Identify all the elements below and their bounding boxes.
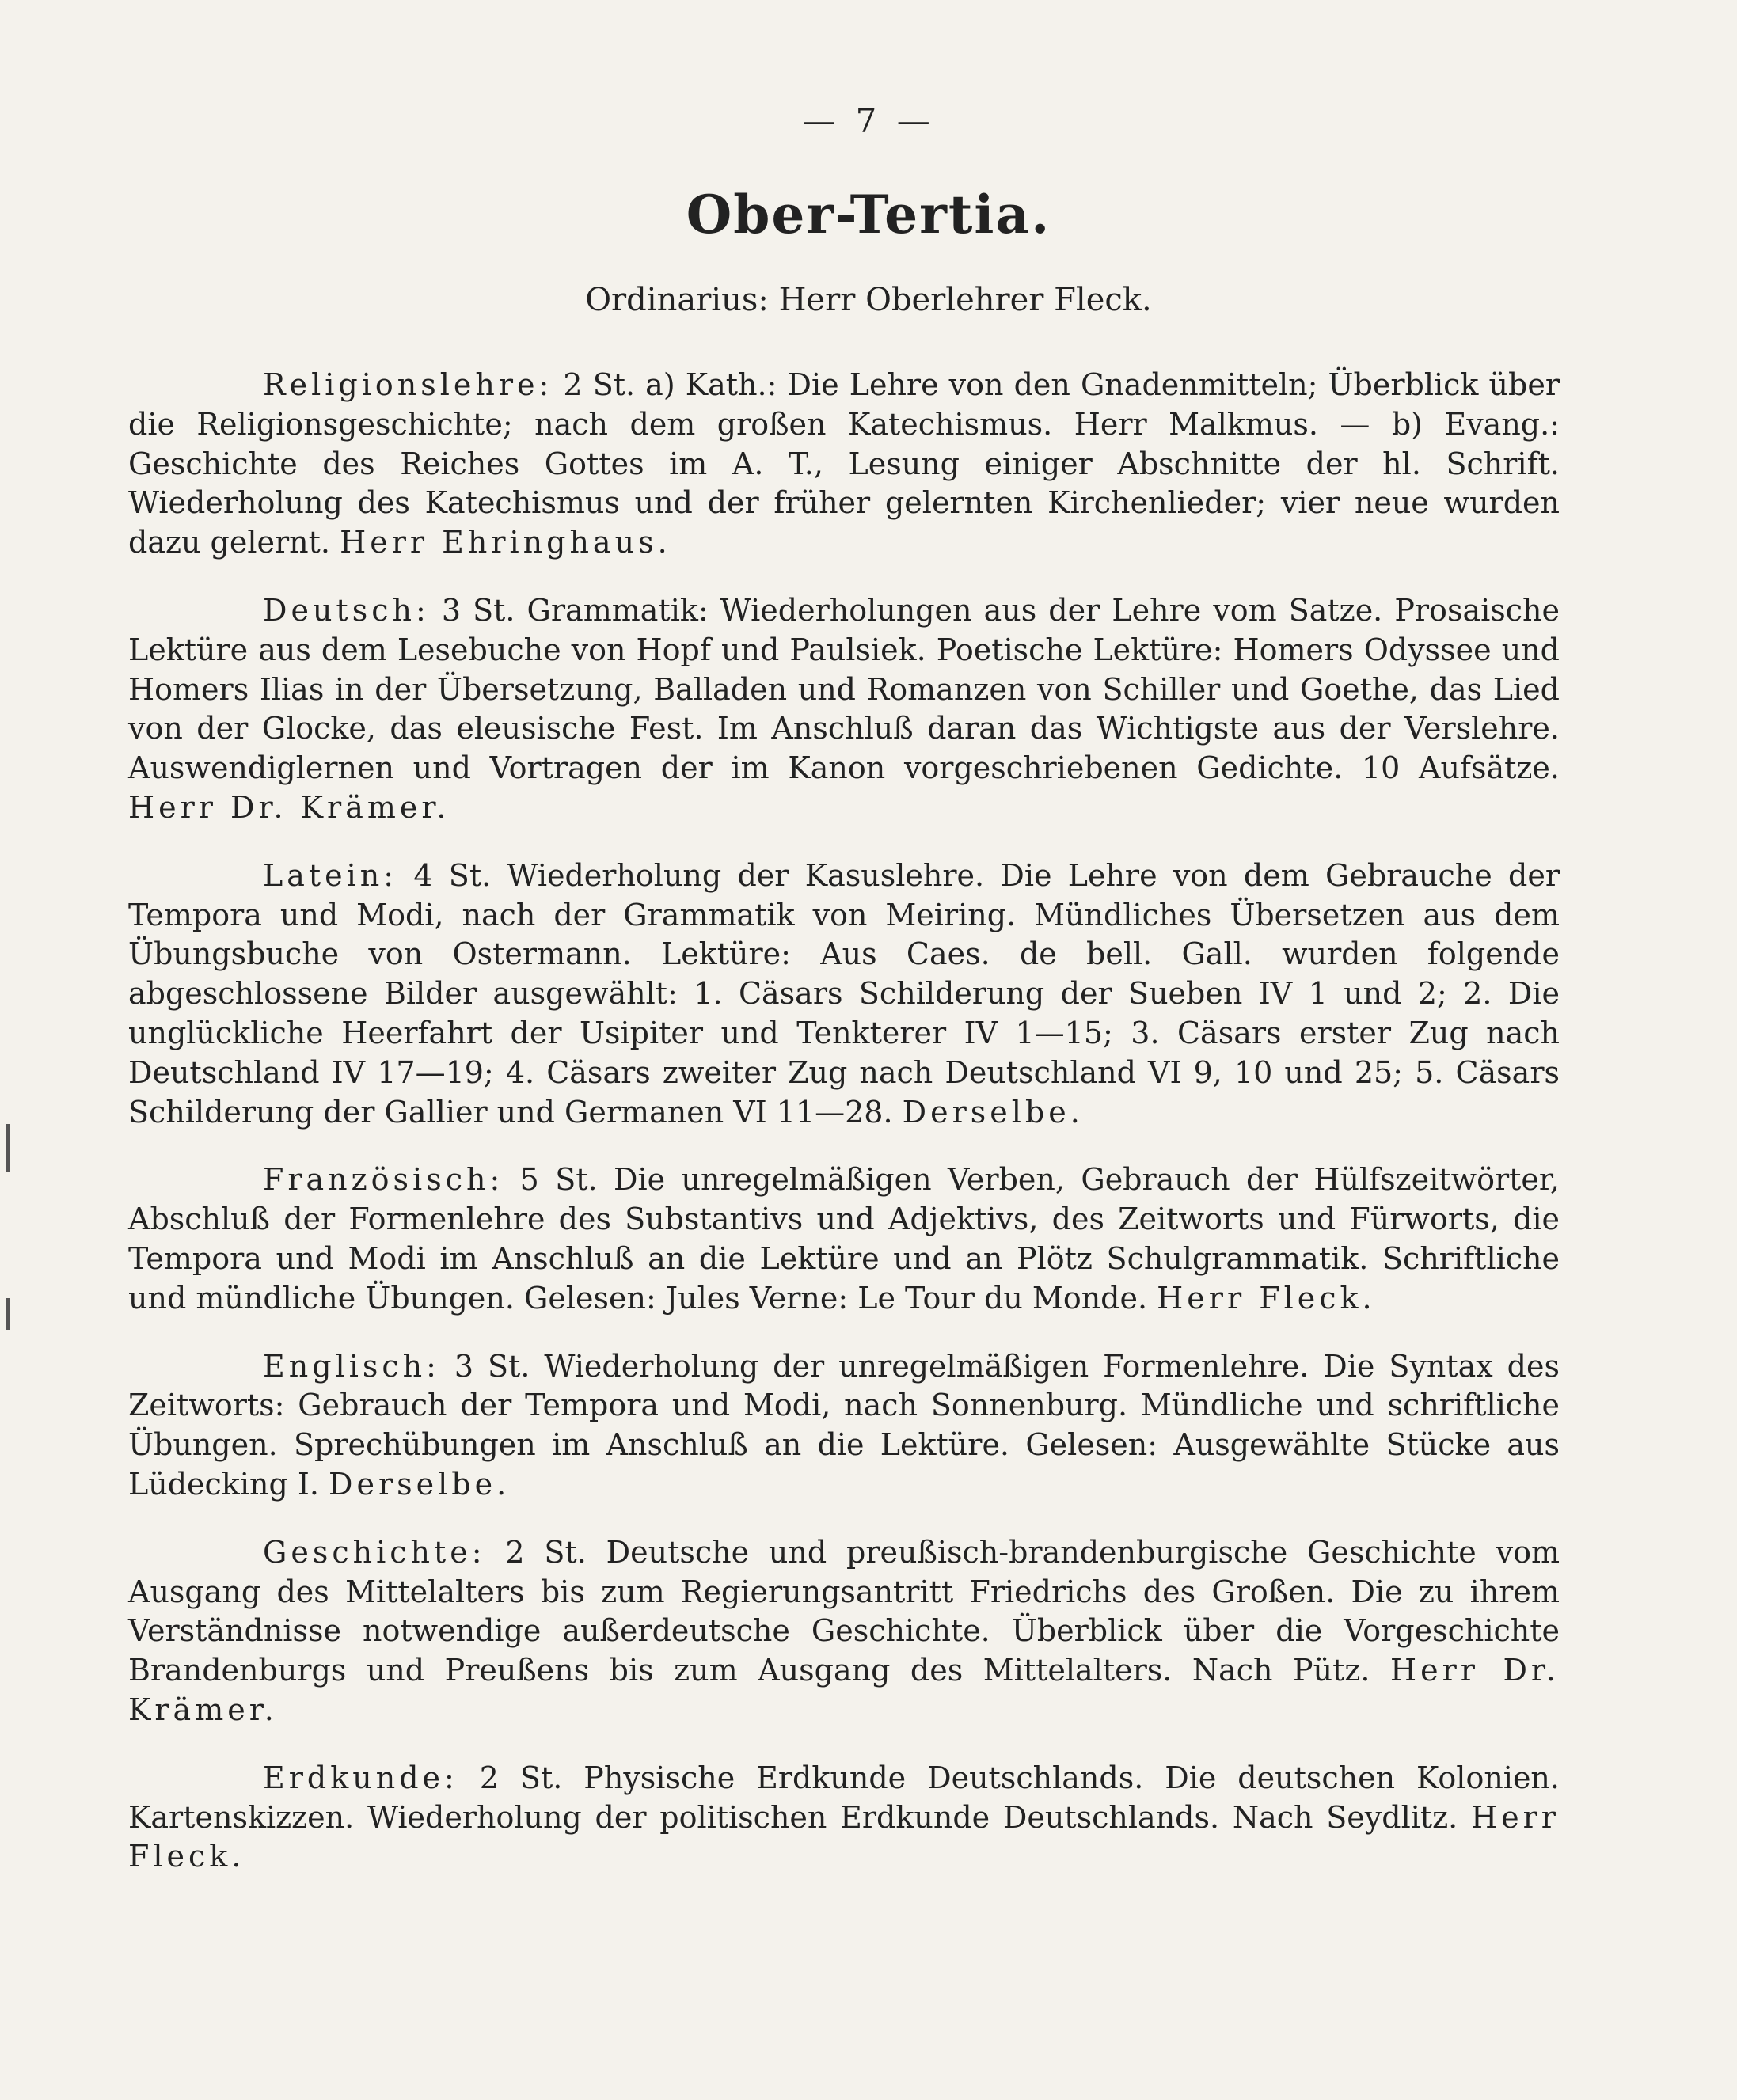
section-englisch: [128, 1347, 1560, 1505]
subject-description: 2 St. Physische Erdkunde Deutschlands. Die deutschen Kolonien. Kartenskizzen. Wiederholung der politischen Erdkunde Deutschlands. Nach Seydlitz.: [128, 1760, 1560, 1835]
binding-mark-bottom: [6, 1298, 10, 1330]
section-latein: [128, 856, 1560, 1133]
subject-description: 3 St. Grammatik: Wiederholungen aus der Lehre vom Satze. Prosaische Lektüre aus dem Lesebuche von Hopf und Paulsiek. Poetische Lektüre: Homers Odyssee und Homers Ilias in der Übersetzung, Balladen und Romanzen von Schiller und Goethe, das Lied von der Glocke, das eleusische Fest. Im Anschluß daran das Wichtigste aus der Verslehre. Auswendiglernen und Vortragen der im Kanon vorgeschriebenen Gedichte. 10 Aufsätze.: [128, 592, 1560, 786]
teacher-name: Herr Fleck.: [1157, 1280, 1376, 1316]
teacher-name: Herr Dr. Krämer.: [128, 789, 450, 825]
section-franzoesisch: [128, 1160, 1560, 1318]
teacher-name: Herr Fleck.: [128, 1799, 1560, 1874]
section-geschichte: [128, 1533, 1560, 1730]
section-religionslehre: [128, 366, 1560, 563]
subject-list: [128, 366, 1560, 1905]
subject-name: Geschichte:: [263, 1534, 486, 1570]
subject-description: 4 St. Wiederholung der Kasuslehre. Die Lehre von dem Gebrauche der Tempora und Modi, nach der Grammatik von Meiring. Mündliches Übersetzen aus dem Übungsbuche von Ostermann. Lektüre: Aus Caes. de bell. Gall. wurden folgende abgeschlossene Bilder ausgewählt: 1. Cäsars Schilderung der Sueben IV 1 und 2; 2. Die unglückliche Heerfahrt der Usipiter und Tenkterer IV 1—15; 3. Cäsars erster Zug nach Deutschland IV 17—19; 4. Cäsars zweiter Zug nach Deutschland VI 9, 10 und 25; 5. Cäsars Schilderung der Gallier und Germanen VI 11—28.: [128, 857, 1560, 1130]
subject-name: Deutsch:: [263, 592, 430, 628]
ordinarius-line: Ordinarius: Herr Oberlehrer Fleck.: [585, 282, 1152, 318]
teacher-name: Herr Dr. Krämer.: [128, 1653, 1560, 1727]
subject-description: 3 St. Wiederholung der unregelmäßigen Formenlehre. Die Syntax des Zeitworts: Gebrauch der Tempora und Modi, nach Sonnenburg. Mündliche und schriftliche Übungen. Sprechübungen im Anschluß an die Lektüre. Gelesen: Ausgewählte Stücke aus Lüdecking I.: [128, 1348, 1560, 1502]
teacher-name: Herr Ehringhaus.: [340, 525, 671, 560]
subject-description: 2 St. a) Kath.: Die Lehre von den Gnadenmitteln; Überblick über die Religionsgeschichte; nach dem großen Katechismus. Herr Malkmus. — b) Evang.: Geschichte des Reiches Gottes im A. T., Lesung einiger Abschnitte der hl. Schrift. Wiederholung des Katechismus und der früher gelernten Kirchenlieder; vier neue wurden dazu gelernt.: [128, 367, 1560, 560]
section-erdkunde: [128, 1759, 1560, 1877]
subject-description: 5 St. Die unregelmäßigen Verben, Gebrauch der Hülfszeitwörter, Abschluß der Formenlehre des Substantivs und Adjektivs, des Zeitworts und Fürworts, die Tempora und Modi im Anschluß an die Lektüre und an Plötz Schulgrammatik. Schriftliche und mündliche Übungen. Gelesen: Jules Verne: Le Tour du Monde.: [128, 1162, 1560, 1316]
section-deutsch: [128, 591, 1560, 828]
teacher-name: Derselbe.: [902, 1094, 1084, 1130]
subject-name: Französisch:: [263, 1162, 504, 1198]
subject-name: Religionslehre:: [263, 367, 553, 402]
binding-mark-top: [6, 1124, 10, 1172]
subject-name: Erdkunde:: [263, 1760, 458, 1795]
teacher-name: Derselbe.: [329, 1466, 511, 1502]
page-title: Ober-Tertia.: [686, 184, 1051, 245]
subject-description: 2 St. Deutsche und preußisch-brandenburgische Geschichte vom Ausgang des Mittelalters bis zum Regierungsantritt Friedrichs des Großen. Die zu ihrem Verständnisse notwendige außerdeutsche Geschichte. Überblick über die Vorgeschichte Brandenburgs und Preußens bis zum Ausgang des Mittelalters. Nach Pütz.: [128, 1534, 1560, 1688]
subject-name: Englisch:: [263, 1348, 440, 1384]
page-number: — 7 —: [802, 101, 935, 140]
subject-name: Latein:: [263, 857, 398, 893]
